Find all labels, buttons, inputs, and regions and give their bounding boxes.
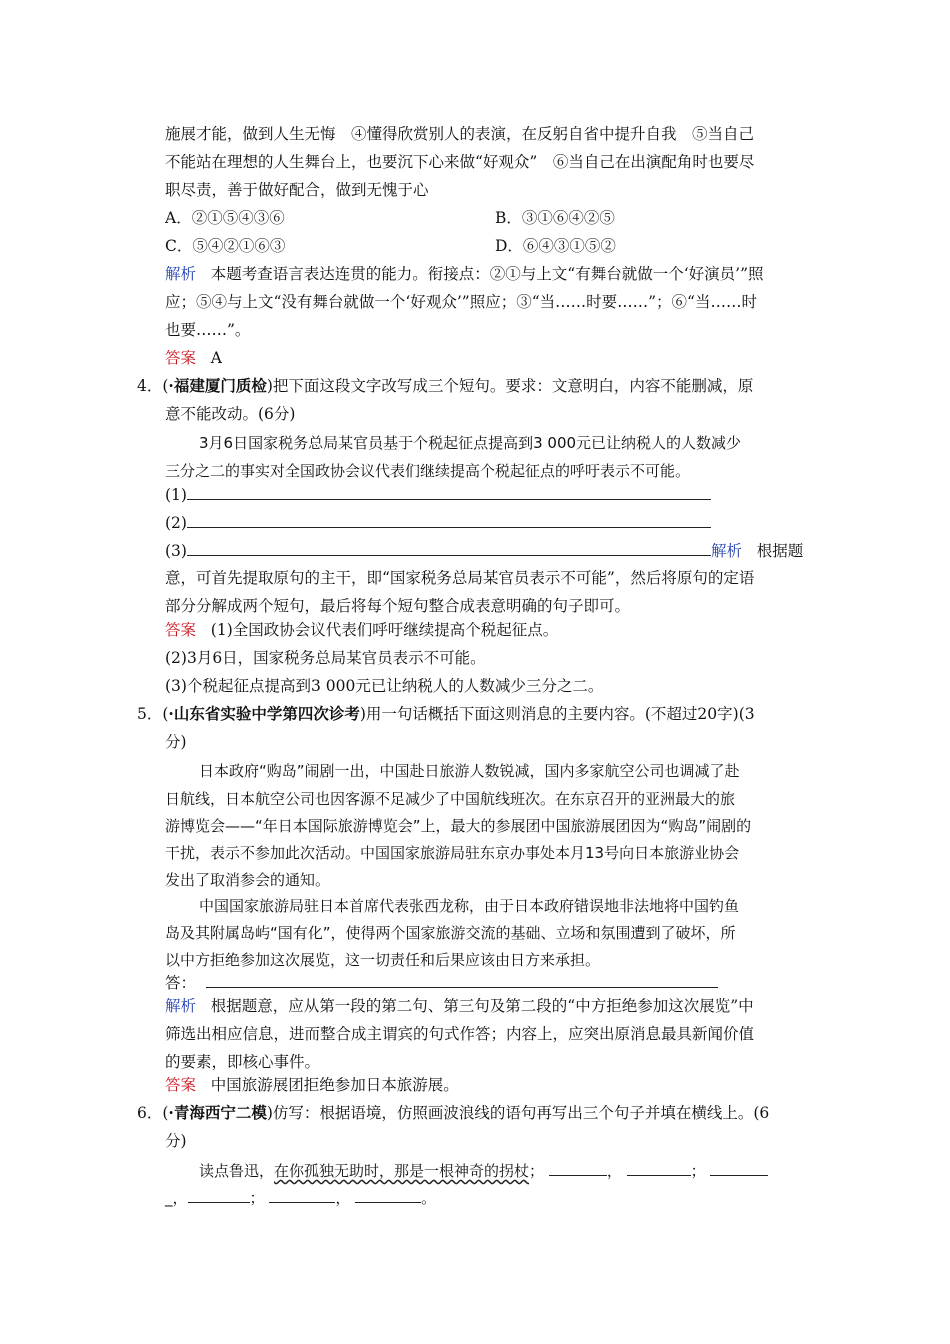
q4-blank-2 (165, 512, 711, 533)
answer-blank[interactable] (549, 1160, 607, 1176)
answer-prompt: 答： (165, 974, 197, 992)
q5-analysis-line: 筛选出相应信息，进而整合成主谓宾的句式作答；内容上，应突出原消息最具新闻价值 (165, 1025, 755, 1043)
q5-analysis-line: 的要素，即核心事件。 (165, 1053, 321, 1071)
question-prompt: )把下面这段文字改写成三个短句。要求：文意明白，内容不能删减，原 (266, 377, 754, 395)
q3-analysis-line: 也要……”。 (165, 321, 251, 339)
q4-answer-line: (3)个税起征点提高到3 000元已让纳税人的人数减少三分之二。 (165, 677, 604, 695)
answer-label: 答案 (165, 1076, 197, 1094)
answer-text: A (210, 349, 222, 367)
analysis-label: 解析 (710, 542, 742, 560)
punctuation: ， (606, 1162, 622, 1180)
q4-passage-line: 三分之二的事实对全国政协会议代表们继续提高个税起征点的呼吁表示不可能。 (165, 462, 691, 480)
q5-passage-line: 以中方拒绝参加这次展览，这一切责任和后果应该由日方来承担。 (165, 951, 601, 969)
q4-blank-1 (165, 484, 711, 505)
blank-number: (2) (165, 514, 187, 532)
q3-option-b: B．③①⑥④②⑤ (495, 209, 615, 227)
q5-passage-line: 中国国家旅游局驻日本首席代表张西龙称，由于日本政府错误地非法地将中国钓鱼 (199, 897, 740, 915)
answer-blank[interactable] (187, 512, 711, 528)
answer-blank[interactable] (269, 1187, 335, 1203)
analysis-text: 根据题 (756, 542, 804, 560)
q3-analysis-line: 应；⑤④与上文“没有舞台就做一个‘好观众’”照应；③“当……时要……”；⑥“当……时 (165, 293, 757, 311)
answer-text: 中国旅游展团拒绝参加日本旅游展。 (210, 1076, 459, 1094)
q4-prompt-line: 意不能改动。(6分) (165, 405, 296, 423)
q6-imitation-line (165, 1187, 436, 1208)
punctuation: 。 (421, 1189, 437, 1207)
q5-prompt-line: 分) (165, 733, 187, 751)
q3-analysis (165, 264, 764, 284)
punctuation: ， (172, 1189, 188, 1207)
sentence-prefix: 读点鲁迅， (199, 1162, 275, 1180)
answer-blank[interactable] (355, 1187, 421, 1203)
q5-analysis (165, 996, 754, 1016)
q5-passage-line: 岛及其附属岛屿“国有化”，使得两个国家旅游交流的基础、立场和氛围遭到了破坏，所 (165, 924, 736, 942)
q5-prompt (137, 704, 755, 724)
q3-option-c: C．⑤④②①⑥③ (165, 237, 286, 255)
q6-prompt-line: 分) (165, 1132, 187, 1150)
q5-passage-line: 发出了取消参会的通知。 (165, 871, 331, 889)
blank-number: (3) (165, 542, 187, 560)
q5-passage-line: 日本政府“购岛”闹剧一出，中国赴日旅游人数锐减，国内多家航空公司也调减了赴 (199, 762, 740, 780)
q5-passage-line: 游博览会——“年日本国际旅游博览会”上，最大的参展团中国旅游展团因为“购岛”闹剧的 (165, 817, 752, 835)
q6-prompt (137, 1103, 769, 1123)
q4-prompt (137, 376, 753, 396)
q4-passage-line: 3月6日国家税务总局某官员基于个税起征点提高到3 000元已让纳税人的人数减少 (199, 434, 742, 452)
punctuation: ； (249, 1189, 265, 1207)
answer-label: 答案 (165, 621, 197, 639)
blank-number: (1) (165, 486, 187, 504)
question-number: 6．( (137, 1104, 169, 1122)
q3-option-a: A．②①⑤④③⑥ (165, 209, 285, 227)
question-source: ·福建厦门质检 (168, 376, 267, 395)
answer-label: 答案 (165, 349, 197, 367)
q5-passage-line: 日航线，日本航空公司也因客源不足减少了中国航线班次。在东京召开的亚洲最大的旅 (165, 790, 736, 808)
wavy-underlined-sentence: 在你孤独无助时，那是一根神奇的拐杖 (274, 1162, 530, 1180)
answer-text: (1)全国政协会议代表们呼吁继续提高个税起征点。 (210, 621, 559, 639)
question-source: ·山东省实验中学第四次诊考 (168, 704, 360, 723)
q5-passage-line: 干扰，表示不参加此次活动。中国国家旅游局驻东京办事处本月13号向日本旅游业协会 (165, 844, 740, 862)
q5-answer-blank-row (165, 972, 718, 993)
q4-analysis-line: 部分分解成两个短句，最后将每个短句整合成表意明确的句子即可。 (165, 597, 631, 615)
question-source: ·青海西宁二模 (168, 1103, 267, 1122)
answer-blank[interactable] (627, 1160, 691, 1176)
q3-answer (165, 348, 222, 368)
q3-option-text-line: 不能站在理想的人生舞台上，也要沉下心来做“好观众” ⑥当自己在出演配角时也要尽 (165, 153, 755, 171)
question-number: 5．( (137, 705, 169, 723)
q4-answer-line: (2)3月6日，国家税务总局某官员表示不可能。 (165, 649, 486, 667)
question-prompt: )仿写：根据语境，仿照画波浪线的语句再写出三个句子并填在横线上。(6 (266, 1104, 770, 1122)
answer-blank[interactable] (187, 484, 711, 500)
q3-option-text-line: 职尽责，善于做好配合，做到无愧于心 (165, 181, 429, 199)
q4-answer (165, 620, 558, 640)
q4-blank-3 (165, 540, 803, 561)
question-number: 4．( (137, 377, 169, 395)
analysis-text: 本题考查语言表达连贯的能力。衔接点：②①与上文“有舞台就做一个‘好演员’”照 (210, 265, 764, 283)
punctuation: ； (529, 1162, 545, 1180)
q4-analysis-line: 意，可首先提取原句的主干，即“国家税务总局某官员表示不可能”，然后将原句的定语 (165, 569, 755, 587)
q3-option-text-line: 施展才能，做到人生无悔 ④懂得欣赏别人的表演，在反躬自省中提升自我 ⑤当自己 (165, 125, 755, 143)
analysis-label: 解析 (165, 997, 197, 1015)
analysis-text: 根据题意，应从第一段的第二句、第三句及第二段的“中方拒绝参加这次展览”中 (210, 997, 754, 1015)
punctuation: _ (165, 1189, 173, 1207)
q5-answer (165, 1075, 459, 1095)
question-prompt: )用一句话概括下面这则消息的主要内容。(不超过20字)(3 (359, 705, 755, 723)
punctuation: ； (690, 1162, 706, 1180)
answer-blank[interactable] (188, 1187, 250, 1203)
answer-blank[interactable] (206, 972, 718, 988)
analysis-label: 解析 (165, 265, 197, 283)
answer-blank[interactable] (710, 1160, 768, 1176)
q3-option-d: D．⑥④③①⑤② (495, 237, 616, 255)
answer-blank[interactable] (187, 540, 711, 556)
punctuation: ， (335, 1189, 351, 1207)
q6-imitation-line (199, 1160, 768, 1181)
